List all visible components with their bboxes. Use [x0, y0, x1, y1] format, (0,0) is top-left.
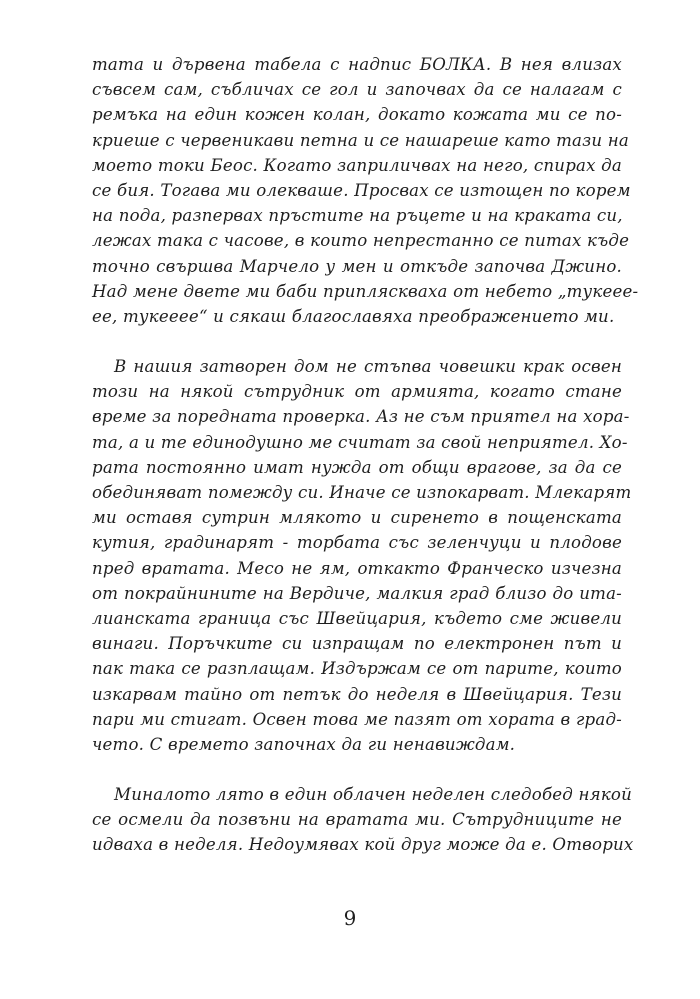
text-line: лианската граница със Швейцария, където сме живели	[92, 608, 622, 628]
text-line: криеше с червеникави петна и се нашареше като тази на	[92, 130, 629, 150]
text-line: време за поредната проверка. Аз не съм приятел на хора-	[92, 407, 630, 427]
text-line: моето токи Беос. Когато заприличвах на него, спирах да	[92, 155, 622, 175]
paragraph-gap	[92, 329, 622, 354]
text-line: на пода, разпервах пръстите на ръцете и на краката си,	[92, 206, 623, 226]
text-line: винаги. Поръчките си изпращам по електронен път и	[92, 634, 622, 654]
text-line: кутия, градинарят - торбата със зеленчуци и плодове	[92, 533, 622, 553]
text-line: та, а и те единодушно ме считат за свой неприятел. Хо-	[92, 432, 628, 452]
text-line: пари ми стигат. Освен това ме пазят от хората в град-	[92, 709, 622, 729]
text-line: обединяват помежду си. Иначе се изпокарват. Млекарят	[92, 483, 632, 502]
text-line: ее, тукеееe“ и сякаш благославяха преображението ми.	[92, 306, 615, 326]
text-line: рата постоянно имат нужда от общи врагове, за да се	[92, 457, 622, 477]
text-line: Миналото лято в един облачен неделен следобед някой	[114, 785, 633, 805]
text-line: лежах така с часове, в които непрестанно се питах къде	[92, 231, 630, 251]
paragraph	[92, 52, 639, 329]
text-line: от покрайнините на Вердиче, малкия град близо до ита-	[92, 583, 622, 603]
paragraph	[92, 354, 632, 757]
page-number: 9	[343, 906, 357, 930]
text-line: се осмели да позвъни на вратата ми. Сътрудниците не	[92, 810, 622, 830]
text-line: този на някой сътрудник от армията, когато стане	[92, 382, 622, 402]
paragraph-gap	[92, 757, 622, 782]
text-line: изкарвам тайно от петък до неделя в Швейцария. Тези	[92, 684, 622, 704]
text-line: В нашия затворен дом не стъпва човешки крак освен	[114, 357, 622, 377]
text-line: точно свършва Марчело у мен и откъде започва Джино.	[92, 256, 622, 276]
text-line: идваха в неделя. Недоумявах кой друг може да е. Отворих	[92, 835, 634, 855]
paragraph	[92, 782, 634, 858]
text-line: пред вратата. Месо не ям, откакто Франческо изчезна	[92, 558, 622, 578]
text-line: съвсем сам, събличах се гол и започвах да се налагам с	[92, 80, 622, 100]
body-text	[92, 52, 639, 858]
text-line: пак така се разплащам. Издържам се от парите, които	[92, 659, 622, 679]
text-line: чето. С времето започнах да ги ненавиждам.	[92, 734, 516, 754]
text-line: ми оставя сутрин млякото и сиренето в пощенската	[92, 508, 622, 528]
text-line: тата и дървена табела с надпис БОЛКА. В нея влизах	[92, 55, 622, 74]
text-line: Над мене двете ми баби припляскваха от небето „тукеее-	[92, 281, 639, 301]
text-line: ремъка на един кожен колан, докато кожата ми се по-	[92, 105, 622, 125]
text-line: се бия. Тогава ми олекваше. Просвах се изтощен по корем	[92, 180, 631, 200]
